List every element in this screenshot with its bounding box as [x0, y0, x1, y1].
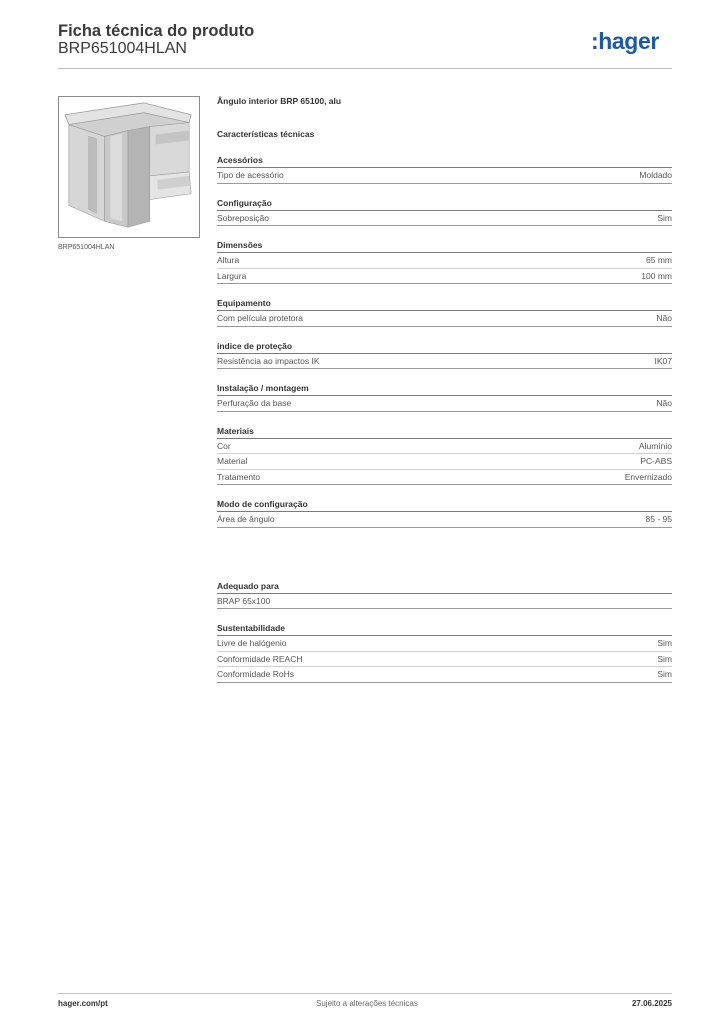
spec-section-title: Acessórios: [217, 155, 672, 168]
spec-value: IK07: [654, 355, 672, 366]
spec-row: [217, 512, 672, 528]
spec-section-title: Instalação / montagem: [217, 383, 672, 396]
spec-section: [217, 240, 672, 284]
spec-section-title: Modo de configuração: [217, 499, 672, 512]
spec-row: [217, 253, 672, 269]
spec-value: 65 mm: [646, 255, 672, 265]
spec-value: 85 - 95: [645, 514, 672, 524]
spec-section: [217, 198, 672, 227]
spec-section-title: índice de proteção: [217, 341, 672, 354]
spec-label: Largura: [217, 270, 247, 281]
spec-label: Conformidade REACH: [217, 653, 303, 664]
spec-section: [217, 383, 672, 412]
interior-corner-illustration: [59, 97, 199, 237]
spec-value: Alumínio: [638, 440, 672, 451]
technical-characteristics-heading: Características técnicas: [217, 129, 315, 139]
footer-note: Sujeito a alterações técnicas: [316, 999, 418, 1008]
spec-value: Sim: [657, 669, 672, 679]
spec-label: Cor: [217, 440, 231, 451]
footer-divider: [58, 993, 672, 994]
spec-row: [217, 667, 672, 683]
spec-section: [217, 581, 672, 610]
spec-value: Moldado: [639, 170, 672, 180]
spec-label: Altura: [217, 255, 240, 265]
spec-section: [217, 499, 672, 528]
spec-section-title: Dimensões: [217, 240, 672, 253]
spec-section: [217, 426, 672, 486]
spec-section: [217, 623, 672, 683]
header-divider: [58, 68, 672, 69]
spec-label: Resistência ao impactos IK: [217, 355, 320, 366]
spec-value: Não: [656, 313, 672, 323]
spec-value: Sim: [657, 653, 672, 664]
spec-row: [217, 652, 672, 668]
spec-value: Sim: [657, 212, 672, 223]
spec-row: [217, 354, 672, 370]
spec-value: Sim: [657, 638, 672, 648]
spec-row: [217, 636, 672, 652]
spec-sections: [217, 155, 672, 683]
spec-row: [217, 168, 672, 184]
image-caption: BRP651004HLAN: [58, 244, 115, 251]
product-image: [58, 96, 200, 238]
spec-row: [217, 594, 672, 610]
spec-section-title: Adequado para: [217, 581, 672, 594]
spec-section: [217, 298, 672, 327]
spec-label: Com película protetora: [217, 313, 303, 323]
hager-logo: :hager: [591, 28, 659, 54]
spec-section-title: Sustentabilidade: [217, 623, 672, 636]
spec-row: [217, 470, 672, 486]
spec-section-title: Materiais: [217, 426, 672, 439]
product-name: Ângulo interior BRP 65100, alu: [217, 96, 342, 106]
spec-label: Perfuração da base: [217, 398, 292, 408]
spec-section-title: Configuração: [217, 198, 672, 211]
spec-label: Tratamento: [217, 471, 261, 482]
spec-label: Conformidade RoHs: [217, 669, 295, 679]
spec-value: Envernizado: [624, 471, 672, 482]
spec-row: [217, 211, 672, 227]
spec-row: [217, 454, 672, 470]
spec-row: [217, 439, 672, 455]
spec-label: Área de ângulo: [217, 514, 275, 524]
spec-label: Tipo de acessório: [217, 170, 284, 180]
footer-website: hager.com/pt: [58, 999, 108, 1008]
spec-value: 100 mm: [641, 270, 672, 281]
spec-label: Sobreposição: [217, 212, 269, 223]
spec-label: Livre de halógenio: [217, 638, 287, 648]
spec-section-title: Equipamento: [217, 298, 672, 311]
spec-value: PC-ABS: [640, 456, 672, 466]
spec-label: Material: [217, 456, 248, 466]
footer-date: 27.06.2025: [631, 999, 672, 1008]
spec-row: [217, 311, 672, 327]
spec-section: [217, 341, 672, 370]
spec-section: [217, 155, 672, 184]
product-code: BRP651004HLAN: [58, 40, 187, 57]
page-title: Ficha técnica do produto: [58, 22, 255, 40]
spec-label: BRAP 65x100: [217, 595, 271, 606]
technical-details: [217, 96, 672, 683]
spec-row: [217, 269, 672, 285]
spec-row: [217, 396, 672, 412]
spec-value: Não: [656, 398, 672, 408]
